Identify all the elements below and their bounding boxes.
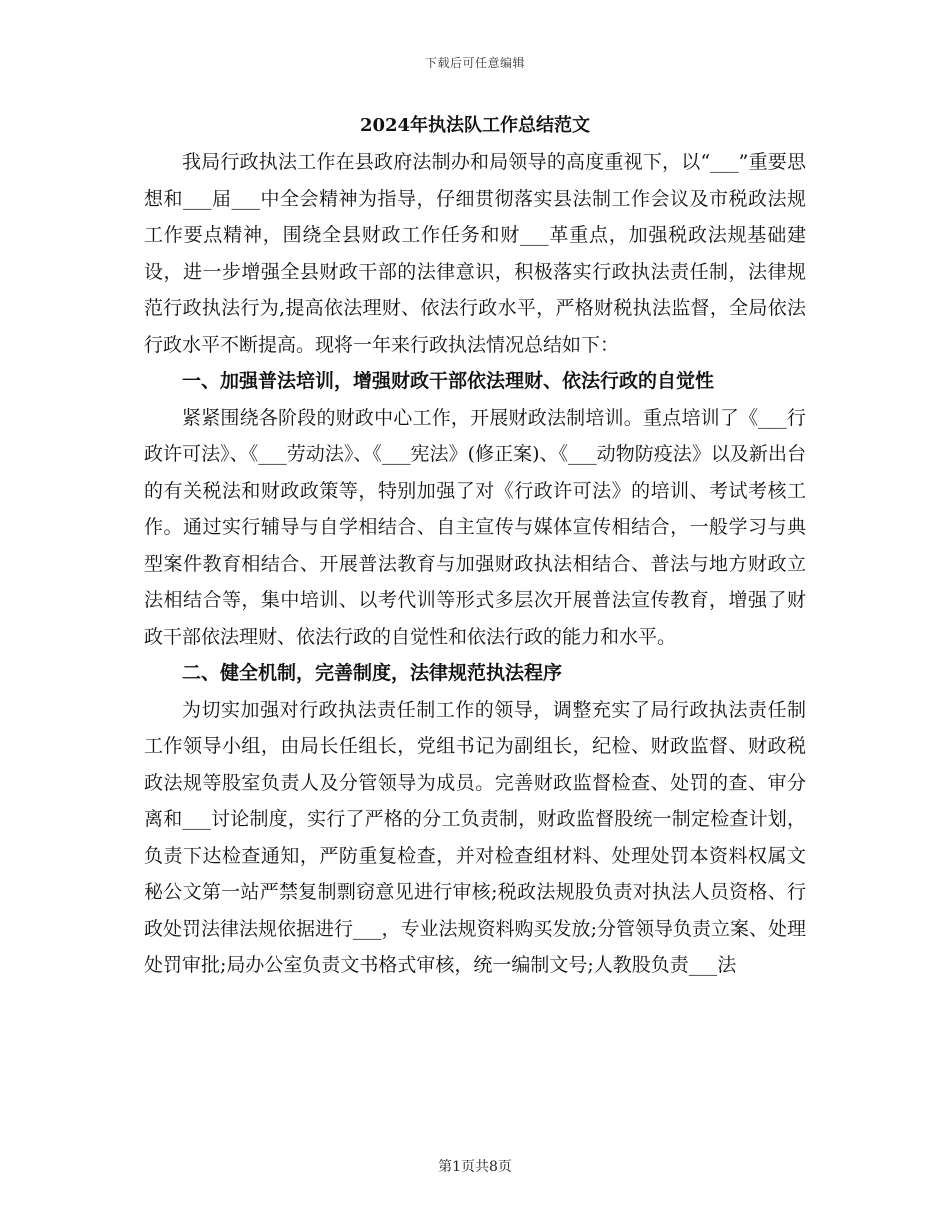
section-heading-1: 一、加强普法培训，增强财政干部依法理财、依法行政的自觉性 xyxy=(182,370,715,392)
intro-paragraph: 我局行政执法工作在县政府法制办和局领导的高度重视下，以“___”重要思想和___届___中全会精神为指导，仔细贯彻落实县法制工作会议及市税政法规工作要点精神，围绕全县财政工作任务和财___革重点，加强税政法规基础建设，进一步增强全县财政干部的法律意识，积极落实行政执法责任制，法律规范行政执法行为,提高依法理财、依法行政水平，严格财税执法监督，全局依法行政水平不断提高。现将一年来行政执法情况总结如下： xyxy=(144,151,806,356)
section-heading-2: 二、健全机制，完善制度，法律规范执法程序 xyxy=(182,662,563,684)
section-paragraph-2: 为切实加强对行政执法责任制工作的领导，调整充实了局行政执法责任制工作领导小组，由局长任组长，党组书记为副组长，纪检、财政监督、财政税政法规等股室负责人及分管领导为成员。完善财政监督检查、处罚的查、审分离和___讨论制度，实行了严格的分工负责制，财政监督股统一制定检查计划，负责下达检查通知，严防重复检查，并对检查组材料、处理处罚本资料权属文秘公文第一站严禁复制剽窃意见进行审核;税政法规股负责对执法人员资格、行政处罚法律法规依据进行___，专业法规资料购买发放;分管领导负责立案、处理处罚审批;局办公室负责文书格式审核，统一编制文号;人教股负责___法 xyxy=(144,698,806,976)
section-paragraph-1: 紧紧围绕各阶段的财政中心工作，开展财政法制培训。重点培训了《___行政许可法》、《___劳动法》、《___宪法》(修正案)、《___动物防疫法》以及新出台的有关税法和财政政策等，特别加强了对《行政许可法》的培训、考试考核工作。通过实行辅导与自学相结合、自主宣传与媒体宣传相结合，一般学习与典型案件教育相结合、开展普法教育与加强财政执法相结合、普法与地方财政立法相结合等，集中培训、以考代训等形式多层次开展普法宣传教育，增强了财政干部依法理财、依法行政的自觉性和依法行政的能力和水平。 xyxy=(144,406,806,648)
document-body xyxy=(144,108,806,984)
page-number: 第1页共8页 xyxy=(438,1159,512,1175)
header-note: 下载后可任意编辑 xyxy=(424,56,525,70)
document-title: 2024年执法队工作总结范文 xyxy=(359,115,591,136)
